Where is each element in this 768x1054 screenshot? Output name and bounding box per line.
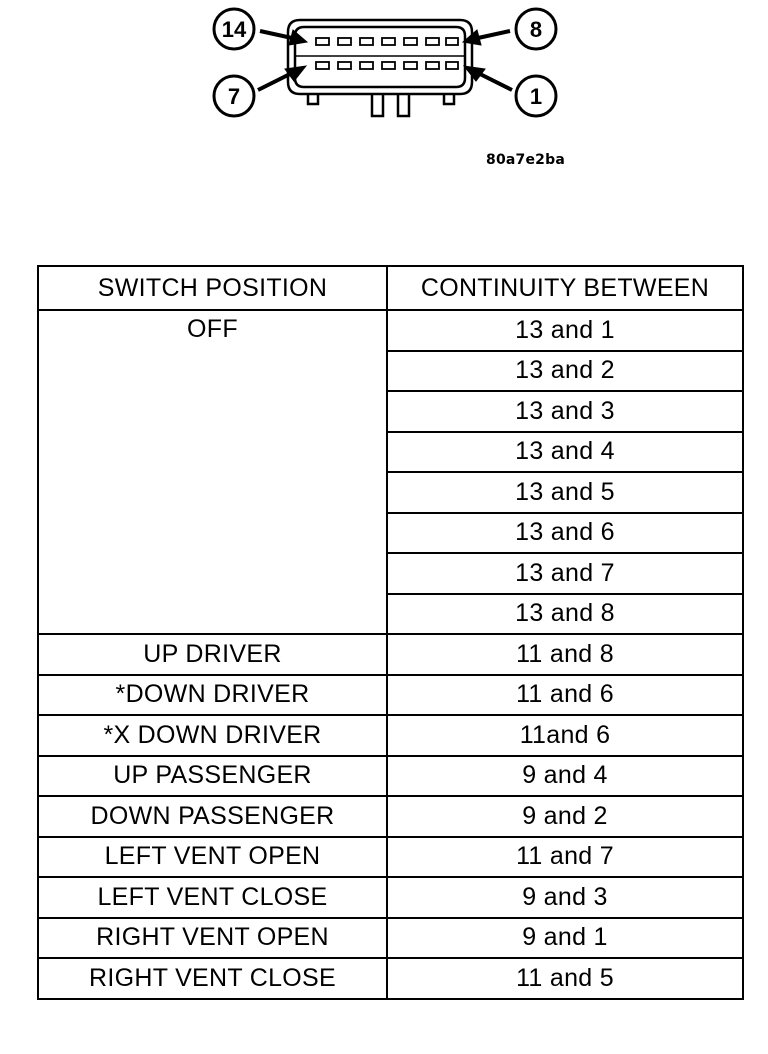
continuity-cell: 9 and 1 bbox=[387, 918, 743, 959]
table-row bbox=[38, 837, 743, 878]
switch-position-cell: DOWN PASSENGER bbox=[38, 796, 387, 837]
pin-callout-14-label: 14 bbox=[221, 17, 247, 42]
continuity-cell: 13 and 2 bbox=[387, 351, 743, 392]
continuity-cell: 11 and 8 bbox=[387, 634, 743, 675]
table-row bbox=[38, 715, 743, 756]
continuity-cell: 13 and 4 bbox=[387, 432, 743, 473]
continuity-cell: 13 and 7 bbox=[387, 553, 743, 594]
header-switch-position: SWITCH POSITION bbox=[38, 266, 387, 310]
switch-position-cell: UP PASSENGER bbox=[38, 756, 387, 797]
continuity-cell: 11 and 7 bbox=[387, 837, 743, 878]
continuity-cell: 11 and 5 bbox=[387, 958, 743, 999]
switch-position-cell: RIGHT VENT OPEN bbox=[38, 918, 387, 959]
pin-callout-8-label: 8 bbox=[529, 17, 543, 42]
pin-callout-14 bbox=[214, 9, 254, 49]
continuity-cell: 13 and 5 bbox=[387, 472, 743, 513]
connector-diagram bbox=[0, 0, 768, 190]
switch-position-off: OFF bbox=[38, 310, 387, 634]
switch-position-cell: *DOWN DRIVER bbox=[38, 675, 387, 716]
switch-position-cell: UP DRIVER bbox=[38, 634, 387, 675]
continuity-table bbox=[37, 265, 744, 1000]
switch-position-cell: *X DOWN DRIVER bbox=[38, 715, 387, 756]
pin-callout-8 bbox=[516, 9, 556, 49]
continuity-cell: 13 and 3 bbox=[387, 391, 743, 432]
pin-cavities bbox=[316, 38, 458, 69]
switch-position-cell: LEFT VENT OPEN bbox=[38, 837, 387, 878]
pin-callout-7-label: 7 bbox=[227, 84, 241, 109]
table-row bbox=[38, 877, 743, 918]
pin-callout-1 bbox=[516, 76, 556, 116]
continuity-cell: 11and 6 bbox=[387, 715, 743, 756]
diagram-code: 80a7e2ba bbox=[486, 152, 565, 168]
table-row bbox=[38, 756, 743, 797]
table-row bbox=[38, 675, 743, 716]
table-row bbox=[38, 918, 743, 959]
switch-position-cell: RIGHT VENT CLOSE bbox=[38, 958, 387, 999]
table-row bbox=[38, 634, 743, 675]
table-row bbox=[38, 796, 743, 837]
continuity-cell: 11 and 6 bbox=[387, 675, 743, 716]
pin-callout-1-label: 1 bbox=[529, 84, 543, 109]
header-continuity-between: CONTINUITY BETWEEN bbox=[387, 266, 743, 310]
continuity-cell: 13 and 8 bbox=[387, 594, 743, 635]
switch-position-cell: LEFT VENT CLOSE bbox=[38, 877, 387, 918]
continuity-cell: 13 and 6 bbox=[387, 513, 743, 554]
continuity-cell: 9 and 4 bbox=[387, 756, 743, 797]
table-row bbox=[38, 310, 743, 351]
continuity-cell: 9 and 3 bbox=[387, 877, 743, 918]
table-row bbox=[38, 958, 743, 999]
continuity-cell: 13 and 1 bbox=[387, 310, 743, 351]
table-header-row bbox=[38, 266, 743, 310]
pin-callout-7 bbox=[214, 76, 254, 116]
continuity-cell: 9 and 2 bbox=[387, 796, 743, 837]
